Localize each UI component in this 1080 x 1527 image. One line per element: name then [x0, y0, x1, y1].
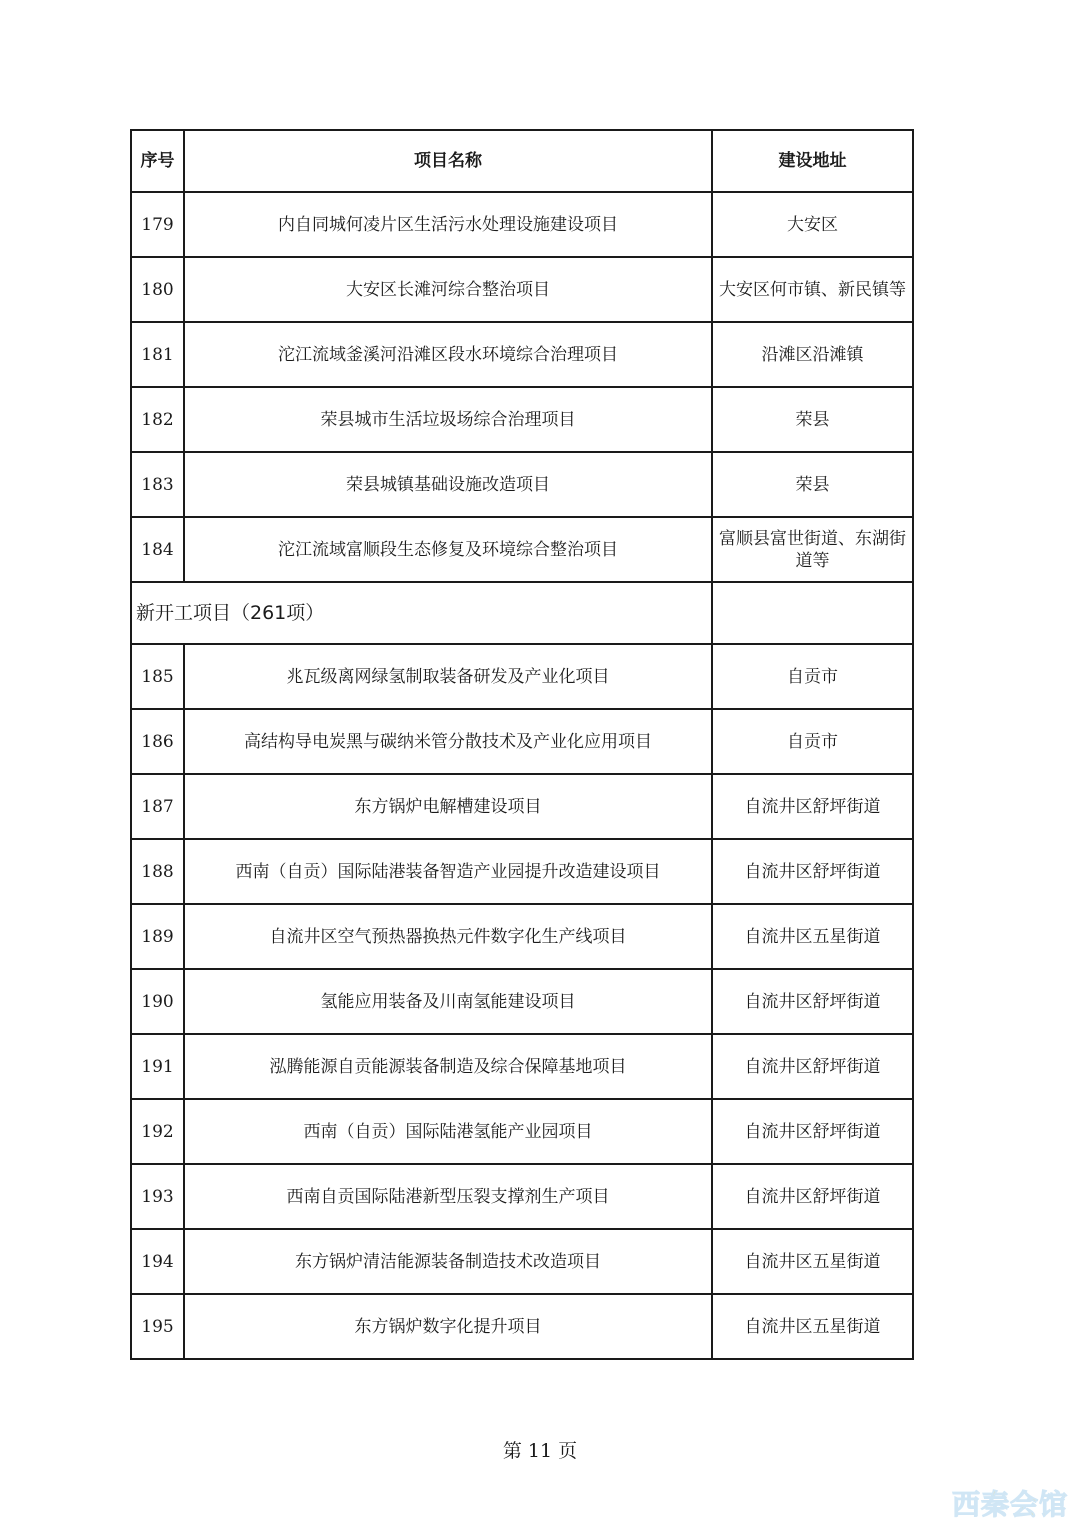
row-name: 兆瓦级离网绿氢制取装备研发及产业化项目	[184, 644, 712, 709]
row-name: 泓腾能源自贡能源装备制造及综合保障基地项目	[184, 1034, 712, 1099]
row-name: 荣县城市生活垃圾场综合治理项目	[184, 387, 712, 452]
table-row	[131, 1229, 913, 1294]
row-address: 沿滩区沿滩镇	[712, 322, 913, 387]
section-header-row	[131, 582, 913, 644]
row-seq: 180	[131, 257, 184, 322]
table-row	[131, 452, 913, 517]
row-seq: 188	[131, 839, 184, 904]
row-seq: 183	[131, 452, 184, 517]
project-table	[130, 129, 914, 1360]
table-row	[131, 644, 913, 709]
row-name: 西南（自贡）国际陆港氢能产业园项目	[184, 1099, 712, 1164]
table-row	[131, 192, 913, 257]
row-name: 沱江流域釜溪河沿滩区段水环境综合治理项目	[184, 322, 712, 387]
row-name: 西南自贡国际陆港新型压裂支撑剂生产项目	[184, 1164, 712, 1229]
row-address: 自流井区舒坪街道	[712, 1034, 913, 1099]
row-name: 自流井区空气预热器换热元件数字化生产线项目	[184, 904, 712, 969]
table-header-row	[131, 130, 913, 192]
watermark-logo: 西秦会馆	[951, 1488, 1068, 1521]
table-row	[131, 774, 913, 839]
row-seq: 181	[131, 322, 184, 387]
row-seq: 190	[131, 969, 184, 1034]
row-seq: 195	[131, 1294, 184, 1359]
header-seq: 序号	[131, 130, 184, 192]
table-row	[131, 517, 913, 582]
page-number: 第 11 页	[502, 1440, 578, 1462]
row-name: 东方锅炉数字化提升项目	[184, 1294, 712, 1359]
table-row	[131, 969, 913, 1034]
row-address: 荣县	[712, 387, 913, 452]
table-row	[131, 904, 913, 969]
table-row	[131, 839, 913, 904]
row-seq: 194	[131, 1229, 184, 1294]
row-name: 沱江流域富顺段生态修复及环境综合整治项目	[184, 517, 712, 582]
row-address: 自流井区舒坪街道	[712, 1164, 913, 1229]
row-seq: 179	[131, 192, 184, 257]
row-seq: 191	[131, 1034, 184, 1099]
table-row	[131, 1164, 913, 1229]
row-address: 自流井区五星街道	[712, 904, 913, 969]
row-name: 东方锅炉清洁能源装备制造技术改造项目	[184, 1229, 712, 1294]
row-name: 氢能应用装备及川南氢能建设项目	[184, 969, 712, 1034]
row-address: 富顺县富世街道、东湖街道等	[712, 517, 913, 582]
project-table-body	[131, 130, 913, 1359]
row-address: 自流井区舒坪街道	[712, 839, 913, 904]
table-row	[131, 1099, 913, 1164]
header-name: 项目名称	[184, 130, 712, 192]
table-row	[131, 1034, 913, 1099]
section-title: 新开工项目（261项）	[131, 582, 712, 644]
row-seq: 189	[131, 904, 184, 969]
table-row	[131, 1294, 913, 1359]
row-address: 自流井区舒坪街道	[712, 1099, 913, 1164]
row-seq: 185	[131, 644, 184, 709]
row-address: 大安区何市镇、新民镇等	[712, 257, 913, 322]
row-seq: 186	[131, 709, 184, 774]
table-row	[131, 322, 913, 387]
row-address: 大安区	[712, 192, 913, 257]
row-address: 自流井区舒坪街道	[712, 774, 913, 839]
row-seq: 182	[131, 387, 184, 452]
row-name: 荣县城镇基础设施改造项目	[184, 452, 712, 517]
row-name: 高结构导电炭黑与碳纳米管分散技术及产业化应用项目	[184, 709, 712, 774]
row-name: 东方锅炉电解槽建设项目	[184, 774, 712, 839]
table-row	[131, 387, 913, 452]
header-address: 建设地址	[712, 130, 913, 192]
row-address: 荣县	[712, 452, 913, 517]
row-seq: 193	[131, 1164, 184, 1229]
row-seq: 184	[131, 517, 184, 582]
section-empty-cell	[712, 582, 913, 644]
table-row	[131, 709, 913, 774]
row-seq: 192	[131, 1099, 184, 1164]
row-address: 自贡市	[712, 709, 913, 774]
row-address: 自贡市	[712, 644, 913, 709]
row-address: 自流井区五星街道	[712, 1294, 913, 1359]
row-name: 内自同城何凌片区生活污水处理设施建设项目	[184, 192, 712, 257]
row-address: 自流井区舒坪街道	[712, 969, 913, 1034]
row-address: 自流井区五星街道	[712, 1229, 913, 1294]
table-row	[131, 257, 913, 322]
row-seq: 187	[131, 774, 184, 839]
row-name: 西南（自贡）国际陆港装备智造产业园提升改造建设项目	[184, 839, 712, 904]
row-name: 大安区长滩河综合整治项目	[184, 257, 712, 322]
